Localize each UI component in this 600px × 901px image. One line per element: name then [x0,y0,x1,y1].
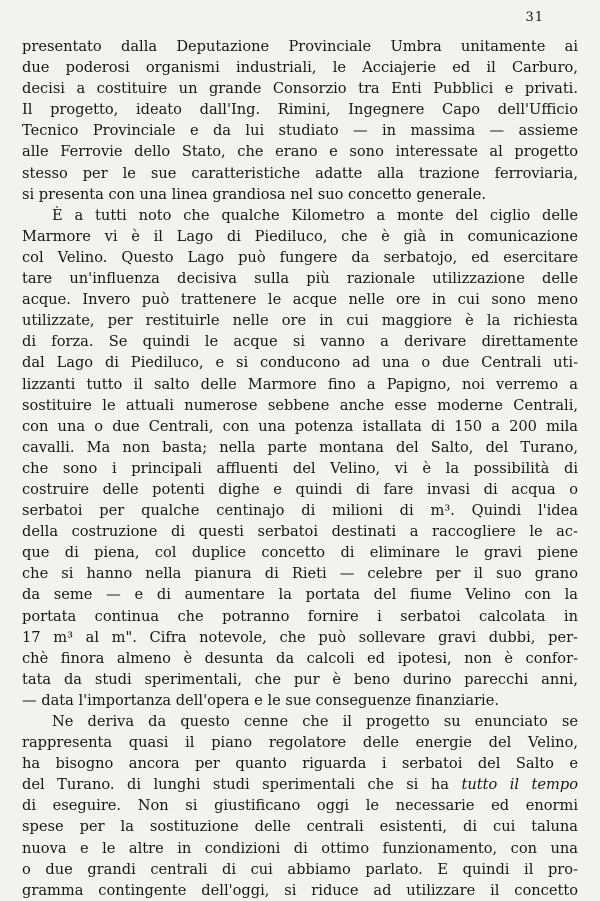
text-line: di forza. Se quindi le acque si vanno a derivare direttamente [22,333,578,351]
text-line-start: del Turano. di lunghi studi sperimentali che si ha [22,776,449,794]
text-line: dal Lago di Piediluco, e si conducono ad una o due Centrali uti- [22,354,578,372]
text-line: con una o due Centrali, con una potenza istallata di 150 a 200 mila [22,417,578,435]
paragraph-3 [22,711,578,901]
text-line: nuova e le altre in condizioni di ottimo funzionamento, con una [22,839,578,857]
text-line: alle Ferrovie dello Stato, che erano e sono interessate al progetto [22,143,578,161]
body-text [22,36,578,901]
text-line: che si hanno nella pianura di Rieti — celebre per il suo grano [22,565,578,583]
text-line: serbatoi per qualche centinajo di milioni di m³. Quindi l'idea [22,502,578,520]
text-line: — data l'importanza dell'opera e le sue conseguenze finanziarie. [22,691,499,709]
paragraph-1 [22,36,578,205]
text-line: o due grandi centrali di cui abbiamo parlato. E quindi il pro- [22,860,578,878]
italic-phrase: tutto il tempo [461,776,578,794]
text-line: presentato dalla Deputazione Provinciale Umbra unitamente ai [22,38,578,55]
text-line: ha bisogno ancora per quanto riguarda i serbatoi del Salto e [22,755,578,773]
text-line: tare un'influenza decisiva sulla più razionale utilizzazione delle [22,270,578,288]
text-line: cavalli. Ma non basta; nella parte montana del Salto, del Turano, [22,438,578,456]
text-line: costruire delle potenti dighe e quindi di fare invasi di acqua o [22,480,578,498]
text-line: due poderosi organismi industriali, le Acciajerie ed il Carburo, [22,59,578,77]
text-line: 17 m³ al m". Cifra notevole, che può sollevare gravi dubbi, per- [22,628,578,646]
text-line: rappresenta quasi il piano regolatore delle energie del Velino, [22,734,578,752]
text-line: sostituire le attuali numerose sebbene anche esse moderne Centrali, [22,396,578,414]
paragraph-2 [22,205,578,711]
text-line: decisi a costituire un grande Consorzio tra Enti Pubblici e privati. [22,80,578,98]
text-line: È a tutti noto che qualche Kilometro a monte del ciglio delle [52,206,578,224]
text-line: utilizzate, per restituirle nelle ore in cui maggiore è la richiesta [22,312,578,330]
text-line: da seme — e di aumentare la portata del fiume Velino con la [22,586,578,604]
text-line [22,774,578,795]
text-line: della costruzione di questi serbatoi destinati a raccogliere le ac- [22,523,578,541]
text-line: chè finora almeno è desunta da calcoli ed ipotesi, non è confor- [22,649,578,667]
text-line: che sono i principali affluenti del Velino, vi è la possibilità di [22,459,578,477]
text-line: portata continua che potranno fornire i serbatoi calcolata in [22,607,578,625]
text-line: tata da studi sperimentali, che pur è beno durino parecchi anni, [22,670,578,688]
text-line: stesso per le sue caratteristiche adatte alla trazione ferroviaria, [22,164,578,182]
text-line: di eseguire. Non si giustificano oggi le necessarie ed enormi [22,797,578,815]
text-line: col Velino. Questo Lago può fungere da serbatojo, ed esercitare [22,248,578,266]
text-line: si presenta con una linea grandiosa nel suo concetto generale. [22,185,486,203]
page-number: 31 [525,10,544,25]
text-line: Il progetto, ideato dall'Ing. Rimini, Ingegnere Capo dell'Ufficio [22,101,578,119]
text-line: Marmore vi è il Lago di Piediluco, che è già in comunicazione [22,227,578,245]
text-line: spese per la sostituzione delle centrali esistenti, di cui taluna [22,818,578,836]
text-line: gramma contingente dell'oggi, si riduce ad utilizzare il concetto [22,881,578,899]
text-line: Ne deriva da questo cenne che il progetto su enunciato se [52,713,578,730]
text-line: lizzanti tutto il salto delle Marmore fino a Papigno, noi verremo a [22,375,578,393]
text-line: acque. Invero può trattenere le acque nelle ore in cui sono meno [22,291,578,309]
text-line: que di piena, col duplice concetto di eliminare le gravi piene [22,544,578,562]
text-line: Tecnico Provinciale e da lui studiato — in massima — assieme [22,122,578,140]
